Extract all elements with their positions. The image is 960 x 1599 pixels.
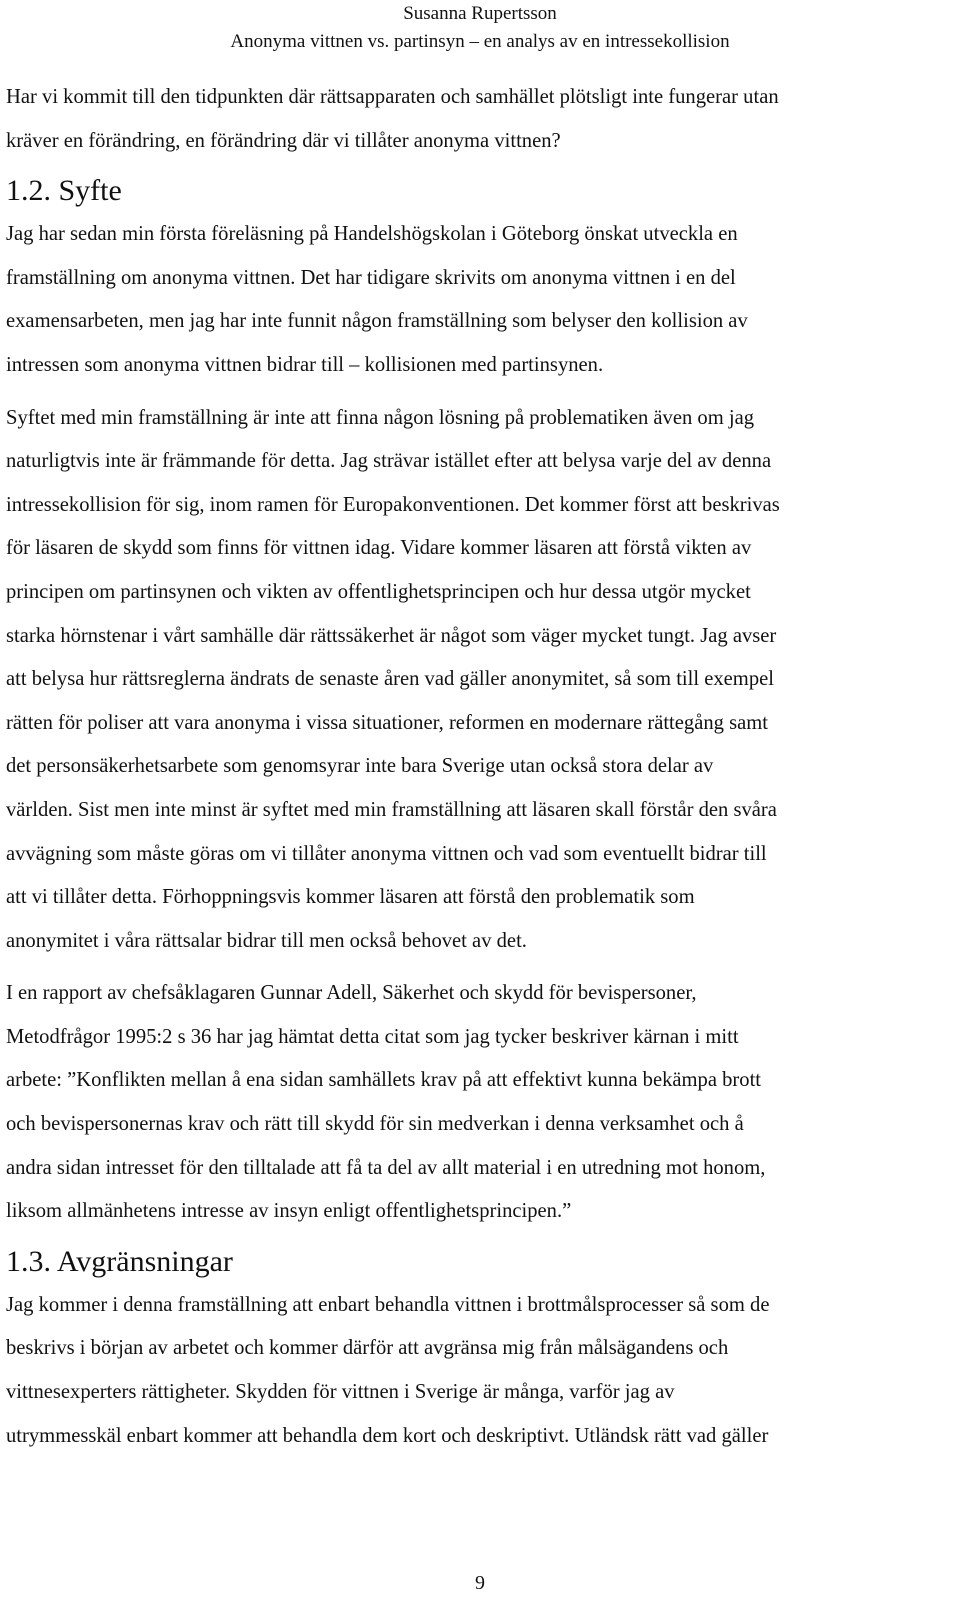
- text-line: I en rapport av chefsåklagaren Gunnar Adell, Säkerhet och skydd för bevispersoner,: [6, 982, 697, 1005]
- text-line: beskrivs i början av arbetet och kommer därför att avgränsa mig från målsägandens och: [6, 1337, 729, 1360]
- section-heading-syfte: 1.2. Syfte: [6, 174, 122, 208]
- text-line: och bevispersonernas krav och rätt till skydd för sin medverkan i denna verksamhet och å: [6, 1113, 744, 1136]
- text-line: att vi tillåter detta. Förhoppningsvis kommer läsaren att förstå den problematik som: [6, 886, 695, 909]
- text-line: utrymmesskäl enbart kommer att behandla dem kort och deskriptivt. Utländsk rätt vad gäller: [6, 1424, 769, 1447]
- text-line: vittnesexperters rättigheter. Skydden för vittnen i Sverige är många, varför jag av: [6, 1381, 675, 1404]
- text-line: det personsäkerhetsarbete som genomsyrar inte bara Sverige utan också stora delar av: [6, 755, 714, 778]
- text-line: arbete: ”Konflikten mellan å ena sidan samhällets krav på att effektivt kunna bekämpa brott: [6, 1069, 762, 1092]
- header-title: Anonyma vittnen vs. partinsyn – en analys av en intressekollision: [230, 31, 730, 52]
- text-line: starka hörnstenar i vårt samhälle där rättssäkerhet är något som väger mycket tungt. Jag avser: [6, 624, 777, 647]
- text-line: för läsaren de skydd som finns för vittnen idag. Vidare kommer läsaren att förstå vikten av: [6, 537, 752, 560]
- text-line: framställning om anonyma vittnen. Det har tidigare skrivits om anonyma vittnen i en del: [6, 266, 736, 289]
- text-line: Jag har sedan min första föreläsning på Handelshögskolan i Göteborg önskat utveckla en: [6, 223, 738, 246]
- text-line: intressen som anonyma vittnen bidrar till – kollisionen med partinsynen.: [6, 353, 604, 376]
- syfte-paragraph-3: [6, 972, 950, 1234]
- text-line: att belysa hur rättsreglerna ändrats de senaste åren vad gäller anonymitet, så som till exempel: [6, 668, 774, 691]
- text-line: kräver en förändring, en förändring där vi tillåter anonyma vittnen?: [6, 129, 561, 152]
- page-content: [6, 76, 950, 1458]
- text-line: rätten för poliser att vara anonyma i vissa situationer, reformen en modernare rättegång samt: [6, 711, 768, 734]
- text-line: världen. Sist men inte minst är syftet med min framställning att läsaren skall förstår den svåra: [6, 798, 777, 821]
- avgransningar-paragraph-1: [6, 1284, 950, 1458]
- text-line: naturligtvis inte är främmande för detta. Jag strävar istället efter att belysa varje del av denna: [6, 450, 772, 473]
- text-line: Har vi kommit till den tidpunkten där rättsapparaten och samhället plötsligt inte fungerar utan: [6, 86, 779, 108]
- text-line: principen om partinsynen och vikten av offentlighetsprincipen och hur dessa utgör mycket: [6, 580, 751, 603]
- text-line: andra sidan intresset för den tilltalade att få ta del av allt material i en utredning mot honom,: [6, 1156, 766, 1179]
- syfte-paragraph-2: [6, 397, 950, 964]
- text-line: Syftet med min framställning är inte att finna någon lösning på problematiken även om jag: [6, 406, 755, 429]
- page-number: 9: [475, 1572, 485, 1594]
- text-line: intressekollision för sig, inom ramen för Europakonventionen. Det kommer först att beskrivas: [6, 493, 780, 516]
- intro-paragraph: [6, 76, 950, 163]
- syfte-paragraph-1: [6, 213, 950, 387]
- text-line: anonymitet i våra rättsalar bidrar till men också behovet av det.: [6, 929, 527, 952]
- text-line: examensarbeten, men jag har inte funnit någon framställning som belyser den kollision av: [6, 310, 748, 333]
- text-line: liksom allmänhetens intresse av insyn enligt offentlighetsprincipen.”: [6, 1200, 572, 1223]
- text-line: Metodfrågor 1995:2 s 36 har jag hämtat detta citat som jag tycker beskriver kärnan i mitt: [6, 1025, 739, 1048]
- text-line: Jag kommer i denna framställning att enbart behandla vittnen i brottmålsprocesser så som de: [6, 1293, 770, 1316]
- text-line: avvägning som måste göras om vi tillåter anonyma vittnen och vad som eventuellt bidrar till: [6, 842, 767, 865]
- running-header: [0, 0, 960, 56]
- section-heading-avgransningar: 1.3. Avgränsningar: [6, 1244, 233, 1278]
- header-author: Susanna Rupertsson: [403, 3, 557, 24]
